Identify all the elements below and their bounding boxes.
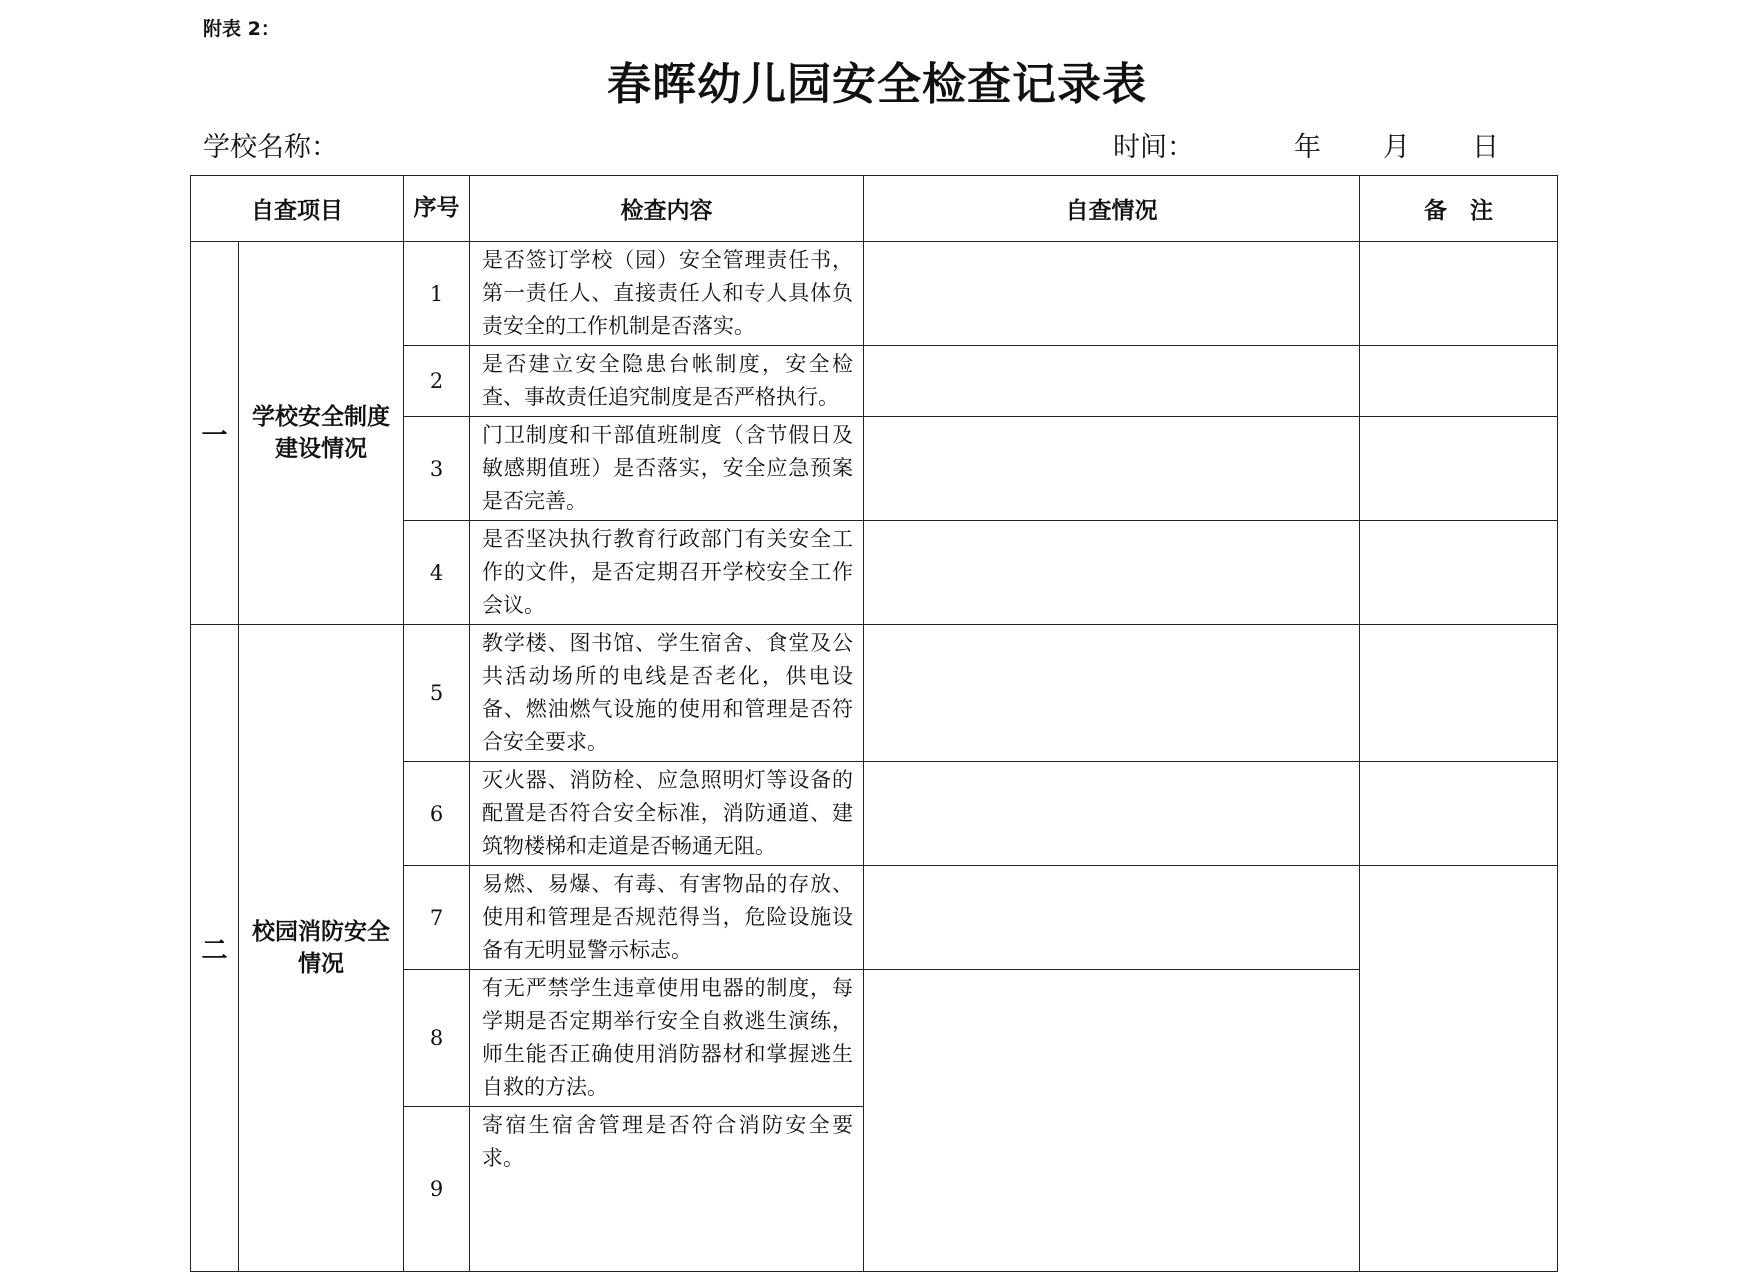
check-content: 易燃、易爆、有毒、有害物品的存放、使用和管理是否规范得当，危险设施设备有无明显警示标志。 <box>470 866 864 970</box>
time-label: 时间： <box>1113 132 1194 163</box>
row-number: 7 <box>404 866 470 970</box>
check-content: 教学楼、图书馆、学生宿舍、食堂及公共活动场所的电线是否老化，供电设备、燃油燃气设施的使用和管理是否符合安全要求。 <box>470 625 864 762</box>
header-content: 检查内容 <box>470 176 864 242</box>
annex-label: 附表 2： <box>203 18 280 40</box>
header-item: 自查项目 <box>191 176 404 242</box>
check-content: 是否签订学校（园）安全管理责任书，第一责任人、直接责任人和专人具体负责安全的工作机制是否落实。 <box>470 242 864 346</box>
check-content: 是否建立安全隐患台帐制度，安全检查、事故责任追究制度是否严格执行。 <box>470 346 864 417</box>
row-number: 8 <box>404 970 470 1107</box>
page-title: 春晖幼儿园安全检查记录表 <box>607 59 1147 110</box>
self-check-status-cell[interactable] <box>864 417 1360 521</box>
school-name-label: 学校名称： <box>203 132 338 163</box>
section-name: 学校安全制度建设情况 <box>239 242 404 625</box>
month-label: 月 <box>1383 132 1410 163</box>
inspection-table <box>190 175 1558 1272</box>
check-content: 是否坚决执行教育行政部门有关安全工作的文件，是否定期召开学校安全工作会议。 <box>470 521 864 625</box>
self-check-status-cell[interactable] <box>864 346 1360 417</box>
self-check-status-cell[interactable] <box>864 762 1360 866</box>
remarks-cell[interactable] <box>1360 521 1558 625</box>
row-number: 3 <box>404 417 470 521</box>
row-number: 1 <box>404 242 470 346</box>
check-content: 门卫制度和干部值班制度（含节假日及敏感期值班）是否落实，安全应急预案是否完善。 <box>470 417 864 521</box>
self-check-status-cell[interactable] <box>864 242 1360 346</box>
self-check-status-cell[interactable] <box>864 521 1360 625</box>
self-check-status-cell[interactable] <box>864 866 1360 970</box>
check-content: 灭火器、消防栓、应急照明灯等设备的配置是否符合安全标准，消防通道、建筑物楼梯和走道是否畅通无阻。 <box>470 762 864 866</box>
remarks-cell[interactable] <box>1360 242 1558 346</box>
self-check-status-cell[interactable] <box>864 970 1360 1272</box>
row-number: 9 <box>404 1107 470 1272</box>
header-status: 自查情况 <box>864 176 1360 242</box>
table-row <box>191 625 1558 762</box>
date-line <box>1113 125 1499 164</box>
header-remarks: 备 注 <box>1360 176 1558 242</box>
day-label: 日 <box>1472 132 1499 163</box>
header-row <box>191 176 1558 242</box>
row-number: 4 <box>404 521 470 625</box>
section-name: 校园消防安全情况 <box>239 625 404 1272</box>
check-content: 有无严禁学生违章使用电器的制度，每学期是否定期举行安全自救逃生演练，师生能否正确使用消防器材和掌握逃生自救的方法。 <box>470 970 864 1107</box>
year-label: 年 <box>1294 132 1321 163</box>
header-number: 序号 <box>404 176 470 242</box>
row-number: 6 <box>404 762 470 866</box>
remarks-cell[interactable] <box>1360 866 1558 1272</box>
section-index: 一 <box>191 242 239 625</box>
remarks-cell[interactable] <box>1360 625 1558 762</box>
table-row <box>191 242 1558 346</box>
self-check-status-cell[interactable] <box>864 625 1360 762</box>
row-number: 5 <box>404 625 470 762</box>
row-number: 2 <box>404 346 470 417</box>
remarks-cell[interactable] <box>1360 346 1558 417</box>
remarks-cell[interactable] <box>1360 417 1558 521</box>
check-content: 寄宿生宿舍管理是否符合消防安全要求。 <box>470 1107 864 1272</box>
remarks-cell[interactable] <box>1360 762 1558 866</box>
section-index: 二 <box>191 625 239 1272</box>
